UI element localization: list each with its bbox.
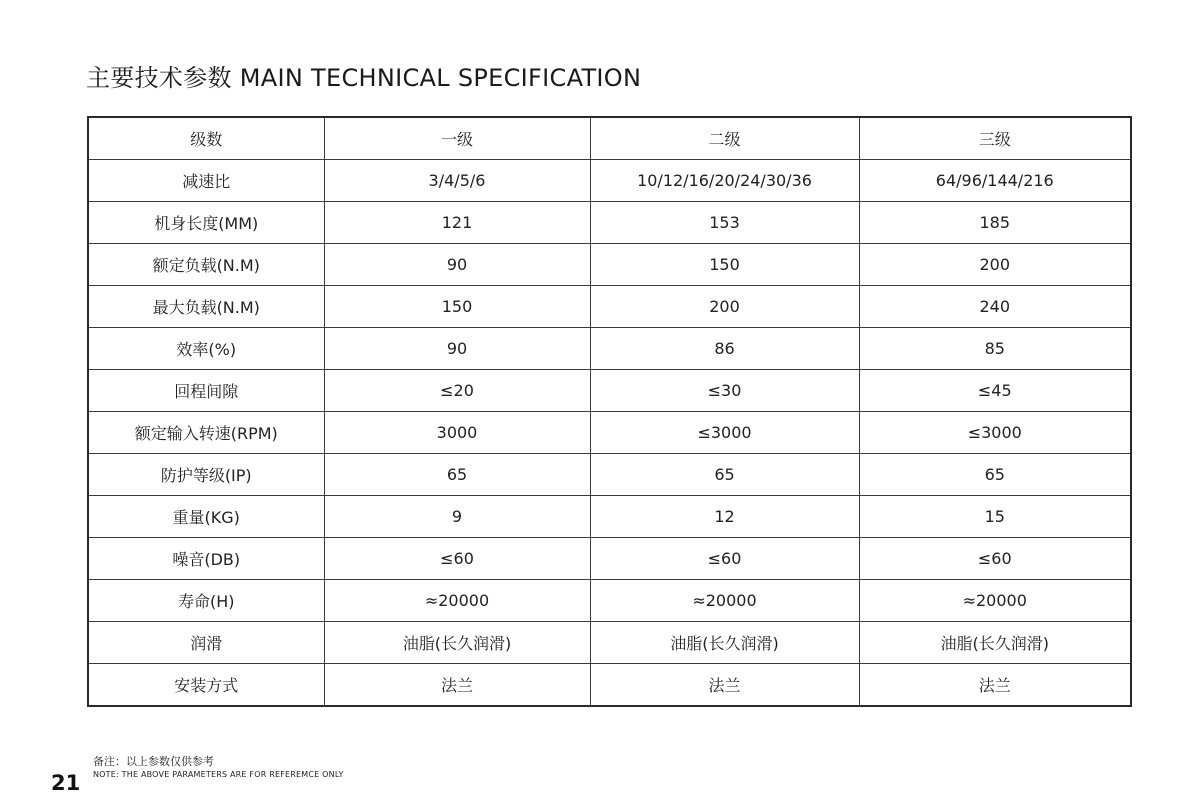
- table-row: [88, 160, 1131, 202]
- value-cell: 65: [590, 454, 859, 496]
- value-cell: 法兰: [324, 664, 590, 707]
- row-label-cell: 最大负载(N.M): [88, 286, 324, 328]
- value-cell: ≤45: [859, 370, 1131, 412]
- value-cell: ≤30: [590, 370, 859, 412]
- value-cell: ≈20000: [590, 580, 859, 622]
- value-cell: 150: [324, 286, 590, 328]
- value-cell: 65: [324, 454, 590, 496]
- value-cell: 240: [859, 286, 1131, 328]
- row-label-cell: 润滑: [88, 622, 324, 664]
- table-row: [88, 412, 1131, 454]
- value-cell: 油脂(长久润滑): [590, 622, 859, 664]
- value-cell: 12: [590, 496, 859, 538]
- row-label-cell: 防护等级(IP): [88, 454, 324, 496]
- notes: [93, 755, 344, 781]
- table-row: [88, 538, 1131, 580]
- row-label-cell: 额定输入转速(RPM): [88, 412, 324, 454]
- value-cell: 法兰: [859, 664, 1131, 707]
- value-cell: 86: [590, 328, 859, 370]
- value-cell: ≈20000: [859, 580, 1131, 622]
- table-header-row: [88, 117, 1131, 160]
- note-english: NOTE: THE ABOVE PARAMETERS ARE FOR REFEREMCE ONLY: [93, 770, 344, 779]
- table-row: [88, 496, 1131, 538]
- value-cell: ≤60: [324, 538, 590, 580]
- page-number: 21: [51, 771, 81, 795]
- row-label-cell: 效率(%): [88, 328, 324, 370]
- value-cell: 10/12/16/20/24/30/36: [590, 160, 859, 202]
- row-label-cell: 噪音(DB): [88, 538, 324, 580]
- value-cell: 90: [324, 328, 590, 370]
- value-cell: 121: [324, 202, 590, 244]
- value-cell: 9: [324, 496, 590, 538]
- row-label-cell: 机身长度(MM): [88, 202, 324, 244]
- value-cell: ≤20: [324, 370, 590, 412]
- row-label-cell: 寿命(H): [88, 580, 324, 622]
- table-row: [88, 286, 1131, 328]
- row-label-cell: 重量(KG): [88, 496, 324, 538]
- row-label-cell: 回程间隙: [88, 370, 324, 412]
- table-row: [88, 664, 1131, 707]
- value-cell: ≤3000: [590, 412, 859, 454]
- value-cell: 200: [859, 244, 1131, 286]
- note-chinese: 备注：以上参数仅供参考: [93, 755, 214, 768]
- value-cell: 3000: [324, 412, 590, 454]
- value-cell: 3/4/5/6: [324, 160, 590, 202]
- value-cell: 64/96/144/216: [859, 160, 1131, 202]
- value-cell: 65: [859, 454, 1131, 496]
- table-row: [88, 370, 1131, 412]
- value-cell: 85: [859, 328, 1131, 370]
- page-title: 主要技术参数 MAIN TECHNICAL SPECIFICATION: [86, 64, 642, 92]
- value-cell: 90: [324, 244, 590, 286]
- table-row: [88, 622, 1131, 664]
- row-label-cell: 减速比: [88, 160, 324, 202]
- header-cell: 一级: [324, 117, 590, 160]
- value-cell: 15: [859, 496, 1131, 538]
- value-cell: 185: [859, 202, 1131, 244]
- table-row: [88, 454, 1131, 496]
- table-row: [88, 202, 1131, 244]
- value-cell: ≤3000: [859, 412, 1131, 454]
- value-cell: ≈20000: [324, 580, 590, 622]
- value-cell: 200: [590, 286, 859, 328]
- row-label-cell: 安装方式: [88, 664, 324, 707]
- spec-table: [87, 116, 1132, 707]
- table-row: [88, 580, 1131, 622]
- row-label-cell: 额定负载(N.M): [88, 244, 324, 286]
- header-cell: 级数: [88, 117, 324, 160]
- value-cell: 法兰: [590, 664, 859, 707]
- header-cell: 二级: [590, 117, 859, 160]
- value-cell: 150: [590, 244, 859, 286]
- table-row: [88, 244, 1131, 286]
- value-cell: 油脂(长久润滑): [859, 622, 1131, 664]
- table-row: [88, 328, 1131, 370]
- value-cell: 油脂(长久润滑): [324, 622, 590, 664]
- header-cell: 三级: [859, 117, 1131, 160]
- value-cell: 153: [590, 202, 859, 244]
- value-cell: ≤60: [859, 538, 1131, 580]
- value-cell: ≤60: [590, 538, 859, 580]
